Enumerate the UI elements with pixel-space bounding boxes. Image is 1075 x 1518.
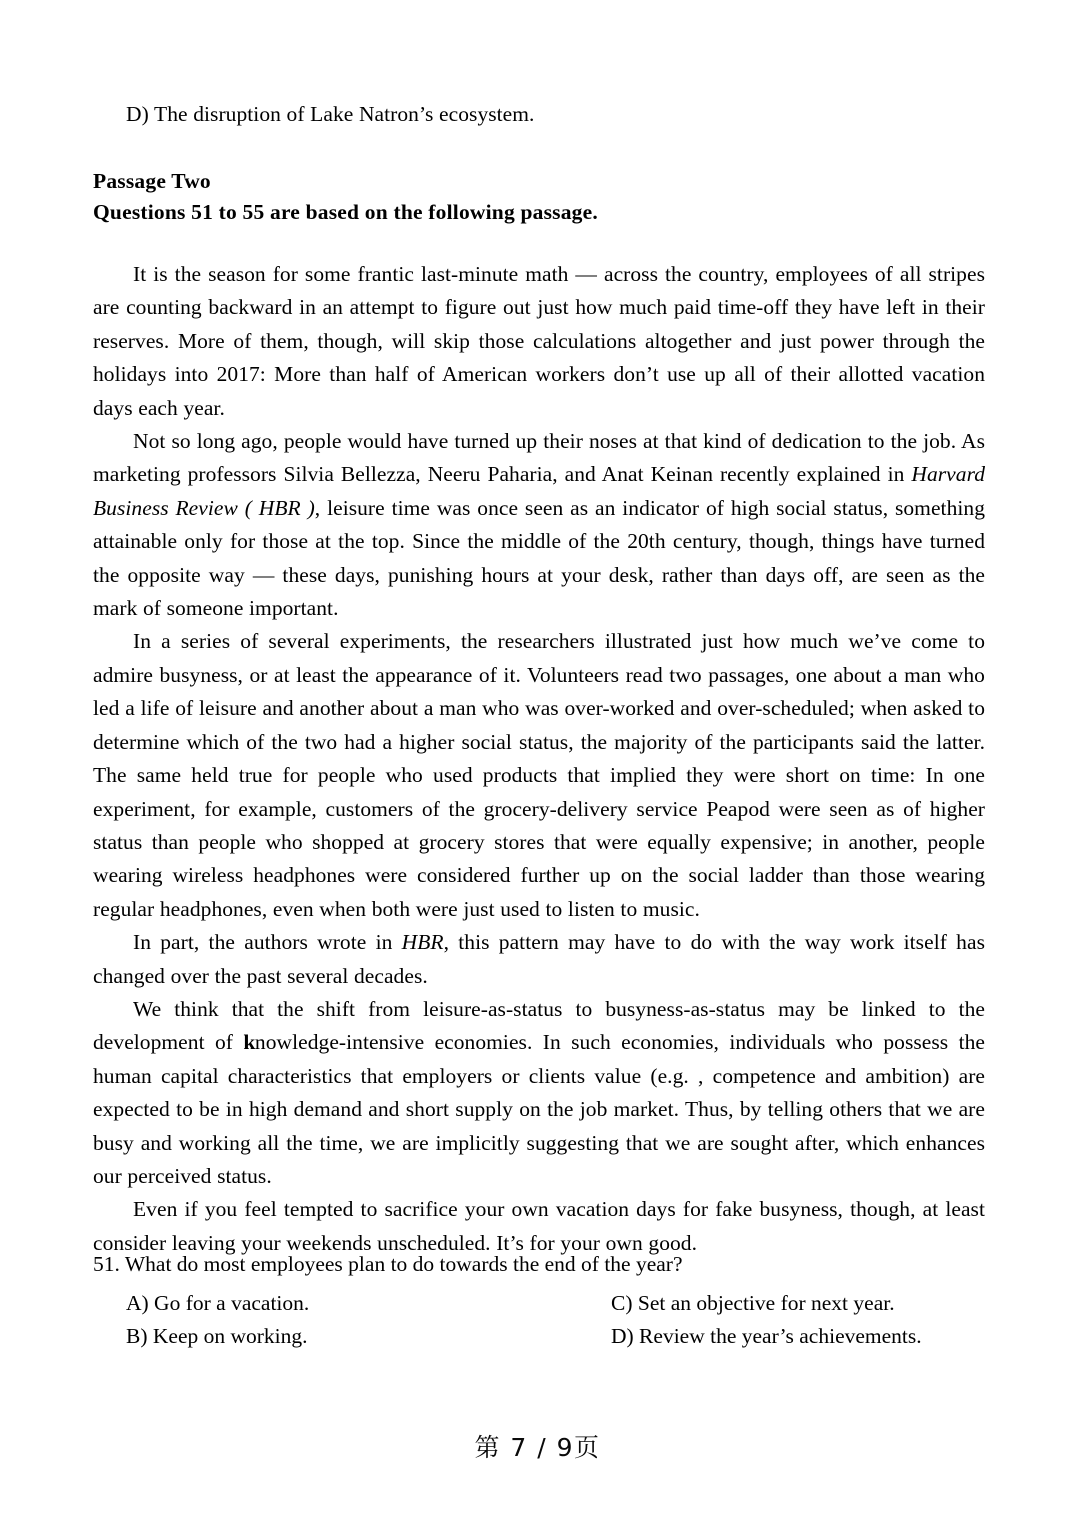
question-51-option-c[interactable]: C) Set an objective for next year. — [611, 1291, 895, 1316]
passage-paragraph-1: It is the season for some frantic last-minute math — across the country, employees of all stripes are counting backward in an attempt to figure out just how much paid time-off they have left in their reserves. More of them, though, will skip those calculations altogether and just power through the holidays into 2017: More than half of American workers don’t use up all of their allotted vacation days each year. — [93, 262, 985, 420]
scan-artifact-letter-k: k — [243, 1030, 255, 1055]
passage-paragraph-3: In a series of several experiments, the researchers illustrated just how much we’ve come to admire busyness, or at least the appearance of it. Volunteers read two passages, one about a man who led a life of leisure and another about a man who was over-worked and over-scheduled; when asked to determine which of the two had a higher social status, the majority of the participants said the latter. The same held true for people who used products that implied they were short on time: In one experiment, for example, customers of the grocery-delivery service Peapod were seen as of higher status than people who shopped at grocery stores that were equally expensive; in another, people wearing wireless headphones were considered further up on the social ladder than those wearing regular headphones, even when both were just used to listen to music. — [93, 629, 985, 921]
question-51-option-b[interactable]: B) Keep on working. — [126, 1324, 308, 1349]
passage-paragraph-6: Even if you feel tempted to sacrifice your own vacation days for fake busyness, though, at least consider leaving your weekends unscheduled. It’s for your own good. — [93, 1197, 985, 1255]
journal-title-hbr: Harvard Business Review ( HBR ) — [93, 462, 985, 520]
passage-paragraph-2 — [93, 425, 985, 625]
journal-abbrev-hbr: HBR — [401, 930, 444, 955]
question-51-options — [93, 1287, 985, 1359]
passage-body — [93, 258, 985, 1260]
paragraph-5-part-a: We think that the shift from leisure-as-status to busyness-as-status may be linked to the development of — [93, 996, 985, 1055]
question-51-block — [93, 1248, 985, 1359]
question-51-option-d[interactable]: D) Review the year’s achievements. — [611, 1324, 922, 1349]
passage-paragraph-4 — [93, 926, 985, 993]
previous-question-option-d: D) The disruption of Lake Natron’s ecosystem. — [126, 102, 535, 126]
question-51-option-a[interactable]: A) Go for a vacation. — [126, 1291, 310, 1316]
paragraph-2-part-b: , leisure time was once seen as an indicator of high social status, something attainable only for those at the top. Since the middle of the 20th century, though, things have turned the opposite way — these days, punishing hours at your desk, rather than days off, are seen as the mark of someone important. — [93, 495, 985, 621]
paragraph-4-part-a: In part, the authors wrote in — [133, 930, 402, 955]
passage-label: Passage Two — [93, 169, 211, 193]
paragraph-2-part-a: Not so long ago, people would have turned up their noses at that kind of dedication to the job. As marketing professors Silvia Bellezza, Neeru Paharia, and Anat Keinan recently explained in — [93, 429, 985, 487]
paragraph-4-part-b: , this pattern may have to do with the way work itself has changed over the past several decades. — [93, 930, 985, 988]
page-number-footer: 第 7 / 9页 — [474, 1433, 601, 1462]
passage-paragraph-5 — [93, 993, 985, 1193]
paragraph-5-part-b: nowledge-intensive economies. In such economies, individuals who possess the human capital characteristics that employers or clients value (e.g. , competence and ambition) are expected to be in high demand and short supply on the job market. Thus, by telling others that we are busy and working all the time, we are implicitly suggesting that we are sought after, which enhances our perceived status. — [93, 1030, 985, 1188]
question-51-stem: 51. What do most employees plan to do towards the end of the year? — [93, 1252, 683, 1276]
questions-range-heading: Questions 51 to 55 are based on the following passage. — [93, 200, 598, 224]
